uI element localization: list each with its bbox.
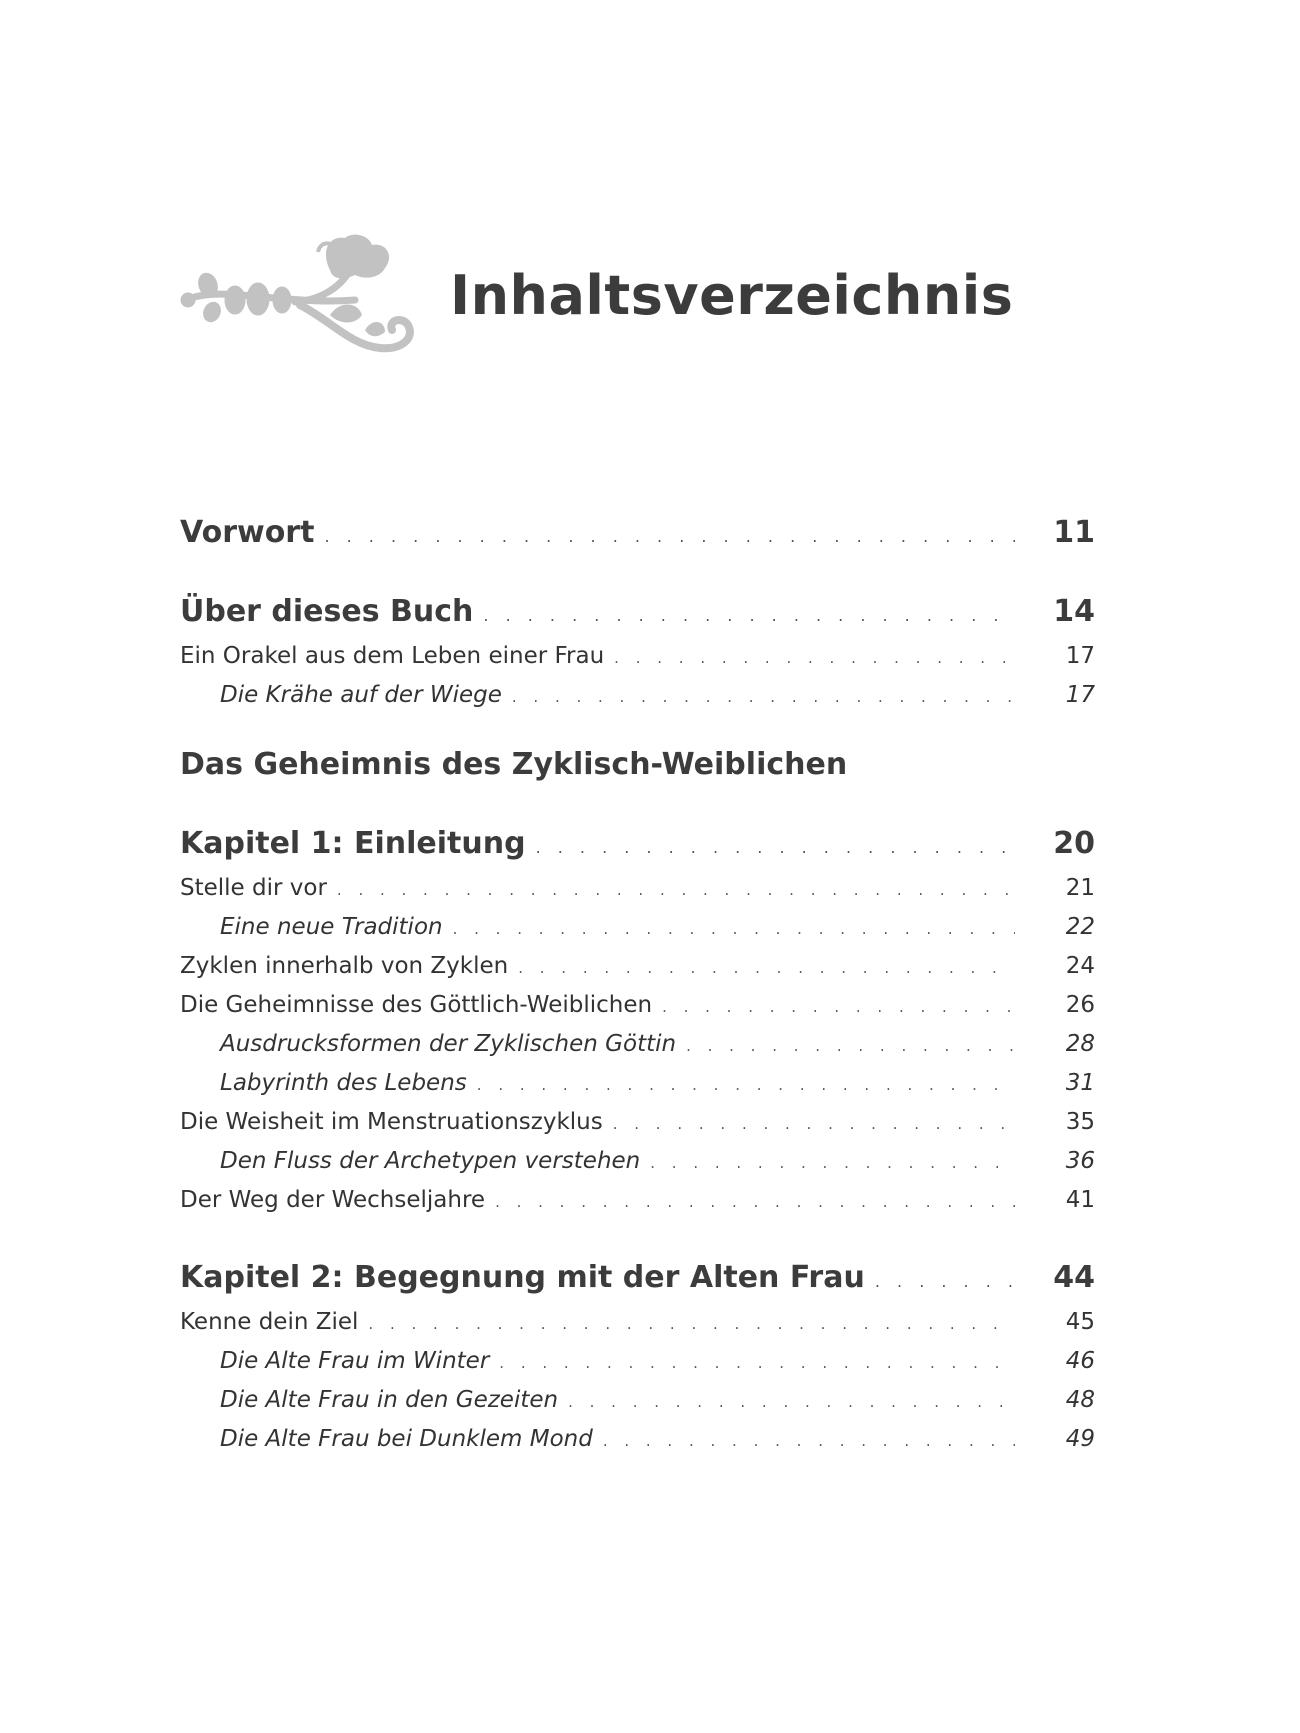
floral-ornament-icon	[180, 230, 420, 360]
dot-leader	[568, 1393, 1015, 1411]
toc-entry-label: Den Fluss der Archetypen verstehen	[220, 1148, 641, 1174]
toc-entry-label: Ein Orakel aus dem Leben einer Frau	[180, 643, 605, 669]
toc-entry-geheimnisse[interactable]	[180, 992, 1095, 1031]
toc-entry-label: Kenne dein Ziel	[180, 1309, 359, 1335]
toc-entry-alte-frau-dunkler-mond[interactable]	[180, 1426, 1095, 1465]
toc-entry-label: Vorwort	[180, 515, 315, 550]
toc-entry-ein-orakel[interactable]	[180, 643, 1095, 682]
toc-entry-alte-frau-winter[interactable]	[180, 1348, 1095, 1387]
toc-entry-label: Stelle dir vor	[180, 875, 327, 901]
dot-leader	[477, 1076, 1015, 1094]
toc-entry-label: Die Alte Frau bei Dunklem Mond	[220, 1426, 593, 1452]
dot-leader	[686, 1037, 1015, 1055]
toc-entry-kapitel-1[interactable]	[180, 826, 1095, 871]
toc-entry-label: Kapitel 1: Einleitung	[180, 826, 526, 861]
toc-entry-label: Der Weg der Wechseljahre	[180, 1187, 486, 1213]
dot-leader	[483, 606, 1015, 625]
dot-leader	[512, 688, 1015, 706]
toc-entry-vorwort[interactable]	[180, 515, 1095, 560]
toc-heading	[180, 230, 1013, 360]
toc-page-number: 17	[1065, 682, 1095, 708]
toc-page-number: 46	[1065, 1348, 1095, 1374]
toc-entry-fluss-archetypen[interactable]	[180, 1148, 1095, 1187]
dot-leader	[614, 649, 1015, 667]
toc-page-number: 22	[1065, 914, 1095, 940]
toc-entry-label: Die Alte Frau in den Gezeiten	[220, 1387, 559, 1413]
page-title: Inhaltsverzeichnis	[450, 263, 1014, 327]
toc-entry-label: Labyrinth des Lebens	[220, 1070, 467, 1096]
dot-leader	[324, 527, 1015, 546]
toc-part-label: Das Geheimnis des Zyklisch-Weiblichen	[180, 747, 848, 782]
table-of-contents	[180, 515, 1095, 1465]
toc-entry-ausdrucksformen[interactable]	[180, 1031, 1095, 1070]
toc-page-number: 11	[1053, 515, 1095, 550]
dot-leader	[337, 881, 1015, 899]
toc-page-number: 20	[1053, 826, 1095, 861]
toc-entry-kapitel-2[interactable]	[180, 1260, 1095, 1305]
dot-leader	[495, 1193, 1015, 1211]
toc-page-number: 24	[1065, 953, 1095, 979]
toc-entry-label: Kapitel 2: Begegnung mit der Alten Frau	[180, 1260, 865, 1295]
dot-leader	[650, 1154, 1015, 1172]
toc-part-heading[interactable]	[180, 747, 1095, 792]
toc-page-number: 48	[1065, 1387, 1095, 1413]
toc-page-number: 35	[1065, 1109, 1095, 1135]
dot-leader	[536, 838, 1015, 857]
toc-page-number: 26	[1065, 992, 1095, 1018]
toc-entry-labyrinth[interactable]	[180, 1070, 1095, 1109]
dot-leader	[518, 959, 1015, 977]
toc-entry-zyklen[interactable]	[180, 953, 1095, 992]
toc-entry-stelle-dir-vor[interactable]	[180, 875, 1095, 914]
toc-entry-label: Ausdrucksformen der Zyklischen Göttin	[220, 1031, 677, 1057]
toc-page-number: 31	[1065, 1070, 1095, 1096]
toc-entry-label: Die Krähe auf der Wiege	[220, 682, 502, 708]
toc-page-number: 21	[1065, 875, 1095, 901]
toc-entry-alte-frau-gezeiten[interactable]	[180, 1387, 1095, 1426]
toc-entry-ueber-dieses-buch[interactable]	[180, 594, 1095, 639]
dot-leader	[662, 998, 1015, 1016]
toc-page-number: 36	[1065, 1148, 1095, 1174]
dot-leader	[875, 1272, 1015, 1291]
toc-page-number: 41	[1065, 1187, 1095, 1213]
toc-page-number: 28	[1065, 1031, 1095, 1057]
dot-leader	[368, 1315, 1015, 1333]
toc-entry-weisheit[interactable]	[180, 1109, 1095, 1148]
toc-entry-label: Die Geheimnisse des Göttlich-Weiblichen	[180, 992, 653, 1018]
dot-leader	[603, 1432, 1015, 1450]
dot-leader	[453, 920, 1015, 938]
toc-entry-label: Eine neue Tradition	[220, 914, 443, 940]
toc-entry-label: Über dieses Buch	[180, 594, 474, 629]
toc-entry-label: Die Weisheit im Menstruationszyklus	[180, 1109, 603, 1135]
toc-entry-die-kraehe[interactable]	[180, 682, 1095, 721]
toc-page-number: 49	[1065, 1426, 1095, 1452]
toc-entry-kenne-dein-ziel[interactable]	[180, 1309, 1095, 1348]
toc-entry-label: Zyklen innerhalb von Zyklen	[180, 953, 509, 979]
toc-page-number: 14	[1053, 594, 1095, 629]
toc-page-number: 17	[1065, 643, 1095, 669]
dot-leader	[499, 1354, 1015, 1372]
toc-page-number: 45	[1065, 1309, 1095, 1335]
toc-entry-eine-neue-tradition[interactable]	[180, 914, 1095, 953]
dot-leader	[613, 1115, 1015, 1133]
toc-page-number: 44	[1053, 1260, 1095, 1295]
toc-entry-label: Die Alte Frau im Winter	[220, 1348, 490, 1374]
toc-entry-wechseljahre[interactable]	[180, 1187, 1095, 1226]
